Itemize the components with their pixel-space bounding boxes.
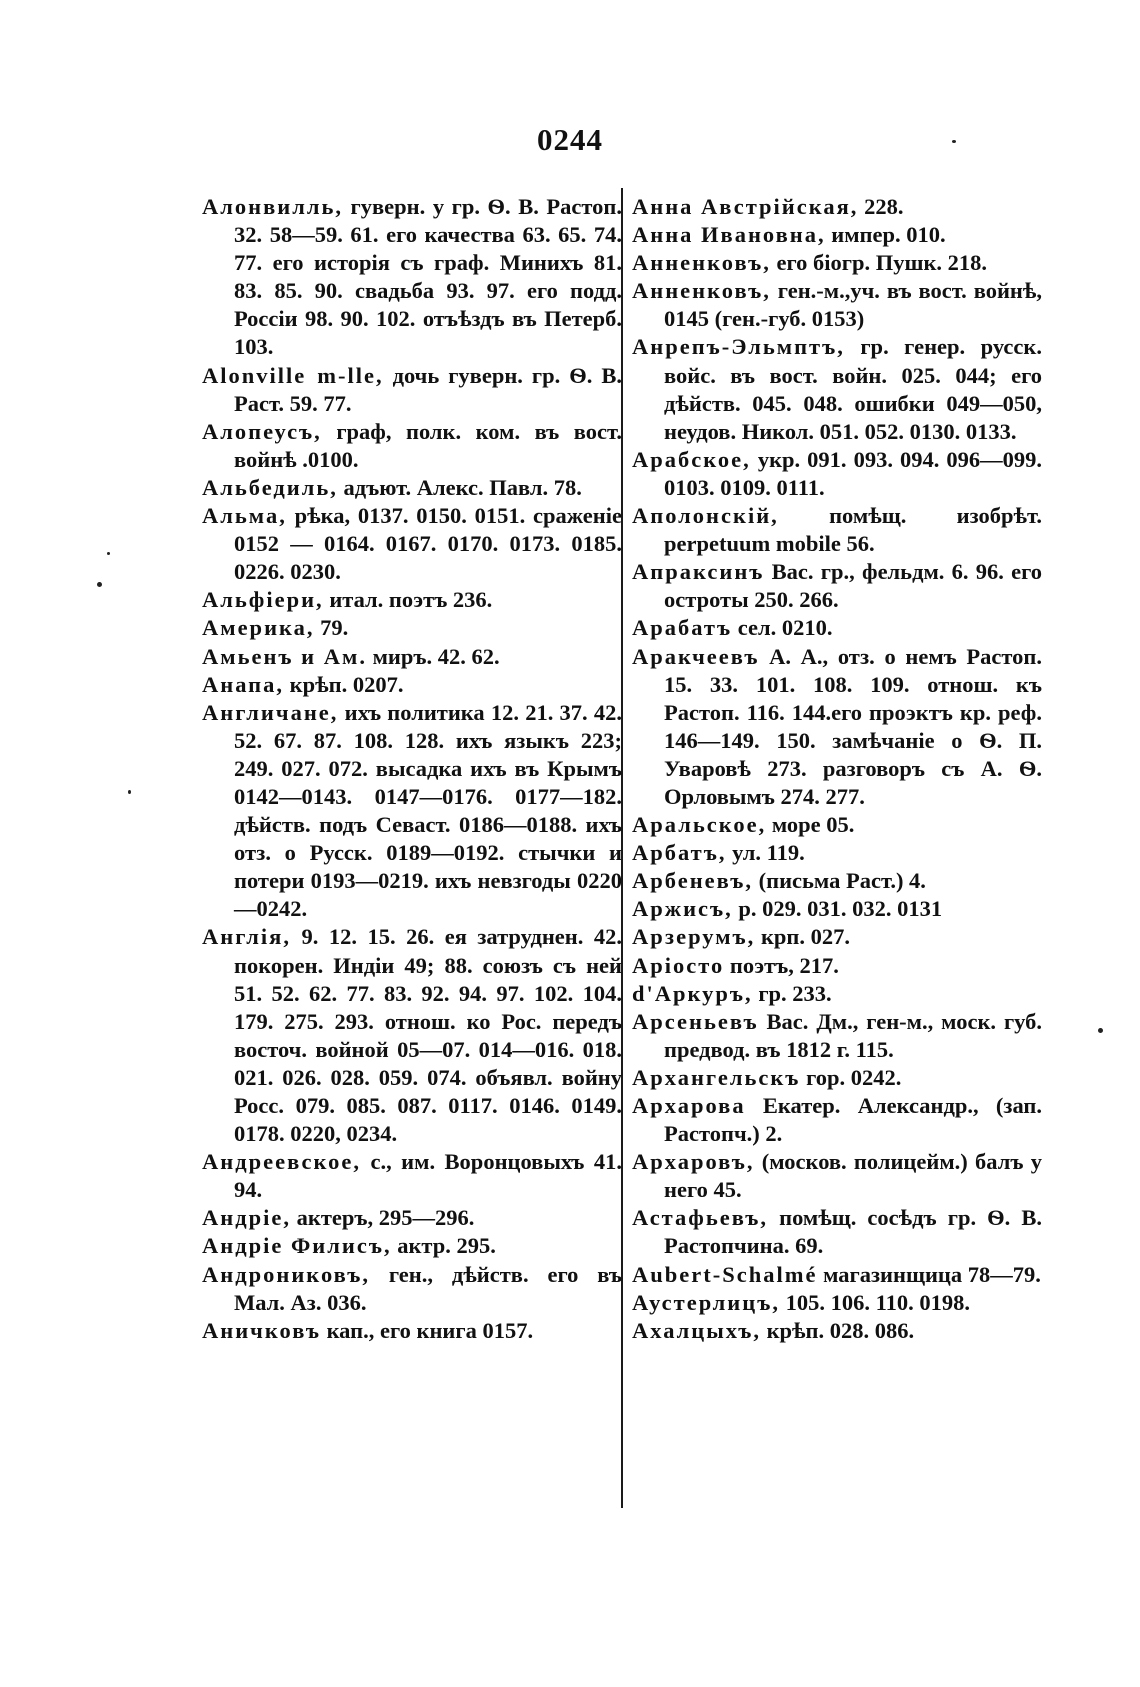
index-entry-heading: Англія, [202,924,291,950]
index-entry-references: адъют. Алекс. Павл. 78. [343,474,582,500]
index-entry [632,895,1042,923]
index-entry-references: помѣщ. изобрѣт. perpetuum mobile 56. [664,503,1042,557]
index-entry-references: с., им. Воронцовыхъ 41. 94. [234,1149,622,1203]
index-entry [202,614,622,642]
index-column-right [632,193,1042,1345]
scan-speck [107,552,110,555]
index-entry [202,474,622,502]
index-entry-heading: Андріе, [202,1205,291,1231]
index-entry-heading: Амьенъ и Ам. [202,643,367,669]
index-entry-heading: Аракчеевъ [632,643,760,669]
index-entry [632,1204,1042,1260]
index-entry-heading: Анна Ивановна, [632,222,826,248]
index-entry-heading: Аржисъ, [632,896,733,922]
index-entry [202,1148,622,1204]
index-entry [632,839,1042,867]
index-entry-references: 228. [864,194,904,219]
index-entry [202,699,622,924]
index-entry-heading: Архангельскъ [632,1064,801,1090]
index-entry-heading: Арзерумъ, [632,924,756,950]
index-entry [632,1261,1042,1289]
index-entry [632,614,1042,642]
index-entry [632,1289,1042,1317]
index-entry-references: магазинщица 78—79. [823,1261,1041,1287]
index-entry [632,1064,1042,1092]
index-entry-heading: Анненковъ, [632,250,771,276]
index-entry [632,923,1042,951]
index-entry-references: гр. генер. русск. войс. въ вост. войн. 025. 044; его дѣйств. 045. 048. ошибки 049—050, неудов. Никол. 051. 052. 0130. 0133. [664,334,1042,444]
index-entry [202,502,622,586]
index-entry-references: ихъ политика 12. 21. 37. 42. 52. 67. 87. 108. 128. ихъ языкъ 223; 249. 027. 072. высадка ихъ въ Крымъ 0142—0143. 0147—0176. 0177—182. дѣйств. подъ Севаст. 0186—0188. ихъ отз. о Русск. 0189—0192. стычки и потери 0193—0219. ихъ невзгоды 0220—0242. [234,699,623,922]
index-entry-references: граф, полк. ком. въ вост. войнѣ .0100. [234,418,623,472]
index-entry-references: кап., его книга 0157. [326,1317,534,1343]
index-entry-heading: Ахалцыхъ, [632,1317,761,1343]
index-entry [202,923,622,1148]
index-entry-heading: Алопеусъ, [202,418,322,444]
index-entry [632,867,1042,895]
index-entry [202,193,622,362]
index-entry [202,418,622,474]
index-entry-references: крѣп. 028. 086. [766,1317,915,1343]
scan-speck [128,790,131,794]
index-entry [632,643,1042,812]
index-entry [202,1204,622,1232]
index-entry-references: гр. 233. [758,980,832,1006]
index-entry [632,980,1042,1008]
index-entry [632,221,1042,249]
index-entry-heading: Апраксинъ [632,559,765,585]
index-entry-heading: Андреевское, [202,1149,362,1175]
index-entry-references: 79. [320,615,349,641]
index-entry-heading: Америка, [202,615,315,641]
index-entry-heading: Аустерлицъ, [632,1289,780,1315]
index-entry-heading: Альфіери, [202,587,324,613]
index-entry-references: крп. 027. [760,924,851,950]
index-entry-heading: Aubert-Schalmé [632,1261,818,1287]
index-entry-references: Вас. гр., фельдм. 6. 96. его остроты 250. 266. [664,559,1043,613]
index-entry-references: итал. поэтъ 236. [329,587,493,613]
index-entry-references: ген., дѣйств. его въ Мал. Аз. 036. [234,1261,622,1315]
index-entry-references: р. 029. 031. 032. 0131 [738,896,943,922]
index-entry-references: море 05. [771,812,855,838]
index-entry-heading: Альбедиль, [202,474,338,500]
index-entry-references: помѣщ. сосѣдъ гр. Ѳ. В. Растопчина. 69. [664,1205,1042,1259]
index-entry-heading: Анапа, [202,671,285,697]
index-entry-references: ген.-м.,уч. въ вост. войнѣ, 0145 (ген.-губ. 0153) [664,278,1042,332]
index-entry-heading: Андріе Филисъ, [202,1233,392,1259]
index-entry [202,362,622,418]
index-entry-references: актеръ, 295—296. [296,1205,475,1231]
index-entry-heading: Алонвилль, [202,194,343,219]
index-entry [202,643,622,671]
index-entry [632,249,1042,277]
index-entry-heading: Арбатъ, [632,840,727,866]
index-entry-references: крѣп. 0207. [289,671,404,697]
index-entry-heading: Аральское, [632,812,767,838]
index-entry-references: гуверн. у гр. Ѳ. В. Растоп. 32. 58—59. 61. его качества 63. 65. 74. 77. его исторія съ граф. Минихъ 81. 83. 85. 90. свадьба 93. 97. его подд. Россіи 98. 90. 102. отъѣздъ въ Петерб. 103. [234,194,622,360]
index-entry [632,952,1042,980]
index-entry-references: ул. 119. [732,840,805,866]
index-entry-heading: Alonville m-lle, [202,362,384,388]
index-entry-heading: Арсеньевъ [632,1008,759,1034]
index-entry [632,277,1042,333]
index-entry-references: рѣка, 0137. 0150. 0151. сраженіе 0152 — 0164. 0167. 0170. 0173. 0185. 0226. 0230. [234,503,622,585]
scan-speck [97,582,102,587]
index-entry [632,333,1042,445]
index-entry [202,1261,622,1317]
index-entry-heading: Арабское, [632,446,751,472]
index-entry-references: укр. 091. 093. 094. 096—099. 0103. 0109. 0111. [664,446,1043,500]
index-entry-references: 9. 12. 15. 26. ея затруднен. 42. покорен. Индіи 49; 88. союзъ съ ней 51. 52. 62. 77. 83. 92. 94. 97. 102. 104. 179. 275. 293. отнош. ко Рос. передъ восточ. войной 05—07. 014—016. 018. 021. 026. 028. 059. 074. объявл. войну Росс. 079. 085. 087. 0117. 0146. 0149. 0178. 0220, 0234. [234,924,622,1147]
index-entry-references: миръ. 42. 62. [372,643,500,669]
index-entry [202,1232,622,1260]
index-entry-heading: Аполонскій, [632,503,779,529]
index-entry-references: дочь гуверн. гр. Ѳ. В. Раст. 59. 77. [234,362,622,416]
index-entry [202,1317,622,1345]
index-entry [202,671,622,699]
index-entry-heading: Астафьевъ, [632,1205,769,1231]
index-column-left [202,193,622,1345]
index-entry-references: (москов. полицейм.) балъ у него 45. [664,1149,1042,1203]
index-entry-heading: Анна Австрійская, [632,194,859,219]
index-entry-heading: Арбеневъ, [632,868,753,894]
index-entry-heading: Архаровъ, [632,1149,755,1175]
index-entry-heading: Аничковъ [202,1317,321,1343]
index-entry [632,502,1042,558]
index-entry-references: импер. 010. [831,222,946,248]
index-entry-heading: Англичане, [202,699,339,725]
scan-speck [952,140,956,143]
index-entry [632,446,1042,502]
index-entry [632,193,1042,221]
index-entry-heading: Анненковъ, [632,278,771,304]
index-entry-references: его біогр. Пушк. 218. [776,250,988,276]
index-entry [632,1317,1042,1345]
index-entry-heading: Андрониковъ, [202,1261,370,1287]
page-number: 0244 [537,122,603,157]
index-entry-heading: Анрепъ-Эльмптъ, [632,334,845,360]
index-entry [632,1092,1042,1148]
index-entry-heading: d'Аркуръ, [632,980,753,1006]
index-entry-references: 105. 106. 110. 0198. [785,1289,970,1315]
index-entry [202,586,622,614]
index-entry [632,811,1042,839]
scan-speck [1098,1028,1103,1033]
index-entry-references: А. А., отз. о немъ Растоп. 15. 33. 101. 108. 109. отнош. къ Растоп. 116. 144.его проэктъ кр. реф. 146—149. 150. замѣчаніе о Ѳ. П. Уваровѣ 273. разговоръ съ А. Ѳ. Орловымъ 274. 277. [664,643,1042,809]
index-entry-heading: Арабатъ [632,615,733,641]
index-entry-references: (письма Раст.) 4. [758,868,926,894]
index-entry [632,1008,1042,1064]
index-entry [632,1148,1042,1204]
index-entry-heading: Аріосто [632,952,725,978]
index-entry-heading: Альма, [202,503,287,529]
index-entry-references: сел. 0210. [737,615,833,641]
index-entry [632,558,1042,614]
index-entry-heading: Архарова [632,1093,746,1118]
index-entry-references: гор. 0242. [806,1064,902,1090]
index-entry-references: Вас. Дм., ген-м., моск. губ. предвод. въ 1812 г. 115. [664,1008,1043,1062]
index-entry-references: Екатер. Александр., (зап. Растопч.) 2. [664,1093,1042,1147]
index-entry-references: поэтъ, 217. [729,952,839,978]
index-entry-references: актр. 295. [397,1233,496,1259]
